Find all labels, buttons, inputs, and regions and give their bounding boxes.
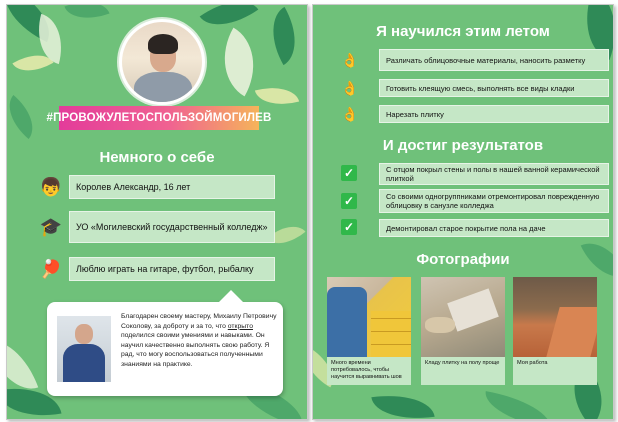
quote-text-part: поделился своими умениями и навыками. Он научил качественно выполнять свою работу. Я рад, что могу воспользоваться полученными знаниями на практике. — [121, 332, 270, 368]
boy-face-icon: 👦 — [39, 177, 63, 197]
photo-my-work — [513, 277, 597, 357]
ok-hand-icon: 👌 — [341, 106, 359, 122]
graduation-cap-icon: 🎓 — [39, 217, 63, 237]
hashtag-banner: #ПРОВОЖУЛЕТОСПОЛЬЗОЙМОГИЛЕВ — [59, 106, 259, 130]
about-item-text: УО «Могилевский государственный колледж» — [69, 211, 275, 243]
ping-pong-icon: 🏓 — [39, 259, 63, 279]
checkmark-icon: ✓ — [341, 219, 357, 235]
about-title: Немного о себе — [99, 149, 215, 166]
about-item — [39, 257, 63, 281]
checkmark-icon: ✓ — [341, 165, 357, 181]
right-page — [312, 4, 614, 420]
leaf-decoration — [371, 389, 434, 420]
result-item-text: Со своими одногруппниками отремонтировал поврежденную облицовку в санузле колледжа — [379, 189, 609, 213]
learned-title: Я научился этим летом — [376, 23, 550, 40]
learned-item-text: Нарезать плитку — [379, 105, 609, 123]
quote-text — [121, 312, 277, 370]
quote-underlined-word: открыто — [227, 322, 253, 330]
about-item — [39, 175, 63, 199]
quote-card — [47, 302, 283, 396]
about-item — [39, 215, 63, 239]
photo-floor-tiling — [421, 277, 505, 357]
photo-caption: Кладу плитку на полу проще — [421, 357, 505, 385]
mentor-photo — [57, 316, 111, 382]
leaf-decoration — [481, 391, 554, 420]
checkmark-icon: ✓ — [341, 193, 357, 209]
avatar — [119, 19, 205, 105]
results-title: И достиг результатов — [382, 137, 544, 154]
result-item-text: С отцом покрыл стены и полы в нашей ванной керамической плиткой — [379, 163, 609, 185]
leaf-decoration — [6, 95, 44, 139]
ok-hand-icon: 👌 — [341, 80, 359, 96]
quote-text-part: Благодарен своему мастеру, Михаилу Петровичу Соколову, за доброту и за то, что — [121, 313, 277, 330]
photo-caption: Много времени потребовалось, чтобы научится выравнивать шов — [327, 357, 411, 385]
photos-title: Фотографии — [416, 251, 510, 268]
leaf-decoration — [206, 28, 271, 97]
leaf-decoration — [259, 7, 308, 65]
left-page — [6, 4, 308, 420]
learned-item-text: Различать облицовочные материалы, наносить разметку — [379, 49, 609, 71]
photo-tiling-wall — [327, 277, 411, 357]
ok-hand-icon: 👌 — [341, 52, 359, 68]
photo-caption: Моя работа — [513, 357, 597, 385]
leaf-decoration — [255, 80, 299, 112]
result-item-text: Демонтировал старое покрытие пола на даче — [379, 219, 609, 237]
leaf-decoration — [64, 4, 109, 27]
about-item-text: Королев Александр, 16 лет — [69, 175, 275, 199]
learned-item-text: Готовить клеящую смесь, выполнять все виды кладки — [379, 79, 609, 97]
about-item-text: Люблю играть на гитаре, футбол, рыбалку — [69, 257, 275, 281]
